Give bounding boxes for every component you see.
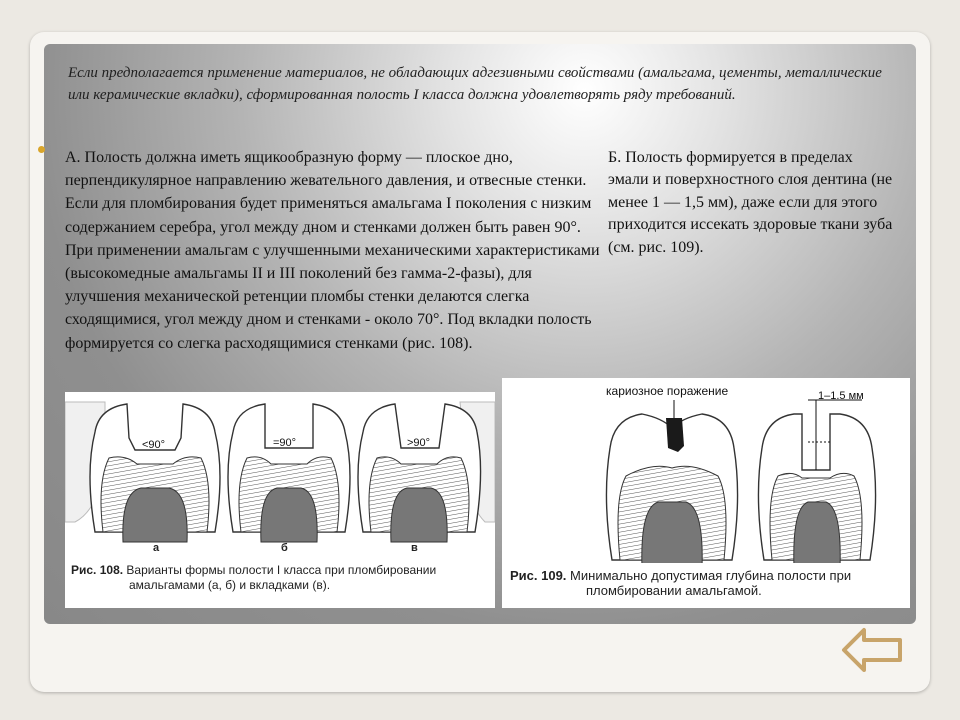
- angle-label-a: <90°: [142, 439, 166, 451]
- figure-109: [502, 378, 910, 608]
- figure-108-caption-line2: амальгамами (а, б) и вкладками (в).: [129, 578, 331, 592]
- figure-108-teeth: [65, 392, 495, 562]
- figure-108: [65, 392, 495, 608]
- figure-108-caption: [71, 563, 491, 593]
- requirement-b-text: Б. Полость формируется в пределах эмали и поверхностного слоя дентина (не менее 1 — 1,5 мм), даже если для этого приходится иссекать здоровые ткани зуба (см. рис. 109).: [608, 149, 893, 256]
- tooth-c-diagram: [358, 404, 481, 542]
- caries-label: кариозное поражение: [606, 384, 729, 398]
- back-button[interactable]: [836, 624, 908, 676]
- figure-108-caption-line1: Варианты формы полости I класса при пломбировании: [126, 563, 437, 577]
- figure-109-number: Рис. 109.: [510, 568, 567, 583]
- figure-108-number: Рис. 108.: [71, 563, 124, 577]
- fig-label-b: б: [281, 542, 288, 554]
- figure-109-caption-line1: Минимально допустимая глубина полости при: [570, 568, 852, 583]
- tooth-with-caries-diagram: [606, 400, 737, 563]
- figure-109-caption: [510, 568, 905, 598]
- fig-label-c: в: [411, 542, 418, 554]
- bullet-icon: [38, 146, 45, 153]
- tooth-b-diagram: [228, 404, 350, 542]
- angle-label-c: >90°: [407, 437, 431, 449]
- prepared-tooth-diagram: [758, 400, 875, 563]
- depth-label: 1–1.5 мм: [818, 390, 864, 402]
- intro-text: Если предполагается применение материалов, не обладающих адгезивными свойствами (амальгама, цементы, металлические или керамические вкладки), сформированная полость I класса должна удовлетворять ряду требований.: [68, 65, 882, 103]
- requirement-a-text: А. Полость должна иметь ящикообразную форму — плоское дно, перпендикулярное направлению жевательного давления, и отвесные стенки. Если для пломбирования будет применяться амальгама I поколения с низким содержанием серебра, угол между дном и стенками должен быть равен 90°. При применении амальгам с улучшенными механическими характеристиками (высокомедные амальгамы II и III поколений без гамма-2-фазы), для улучшения механической ретенции пломбы стенки делаются слегка сходящимися, угол между дном и стенками - около 70°. Под вкладки полость формируется со слегка расходящимися стенками (рис. 108).: [65, 149, 600, 352]
- fig-label-a: а: [153, 542, 160, 554]
- figure-109-teeth: [502, 378, 910, 563]
- arrow-left-icon: [836, 624, 908, 676]
- figure-109-caption-line2: пломбировании амальгамой.: [586, 583, 762, 598]
- tooth-a-diagram: [90, 404, 220, 542]
- angle-label-b: =90°: [273, 437, 297, 449]
